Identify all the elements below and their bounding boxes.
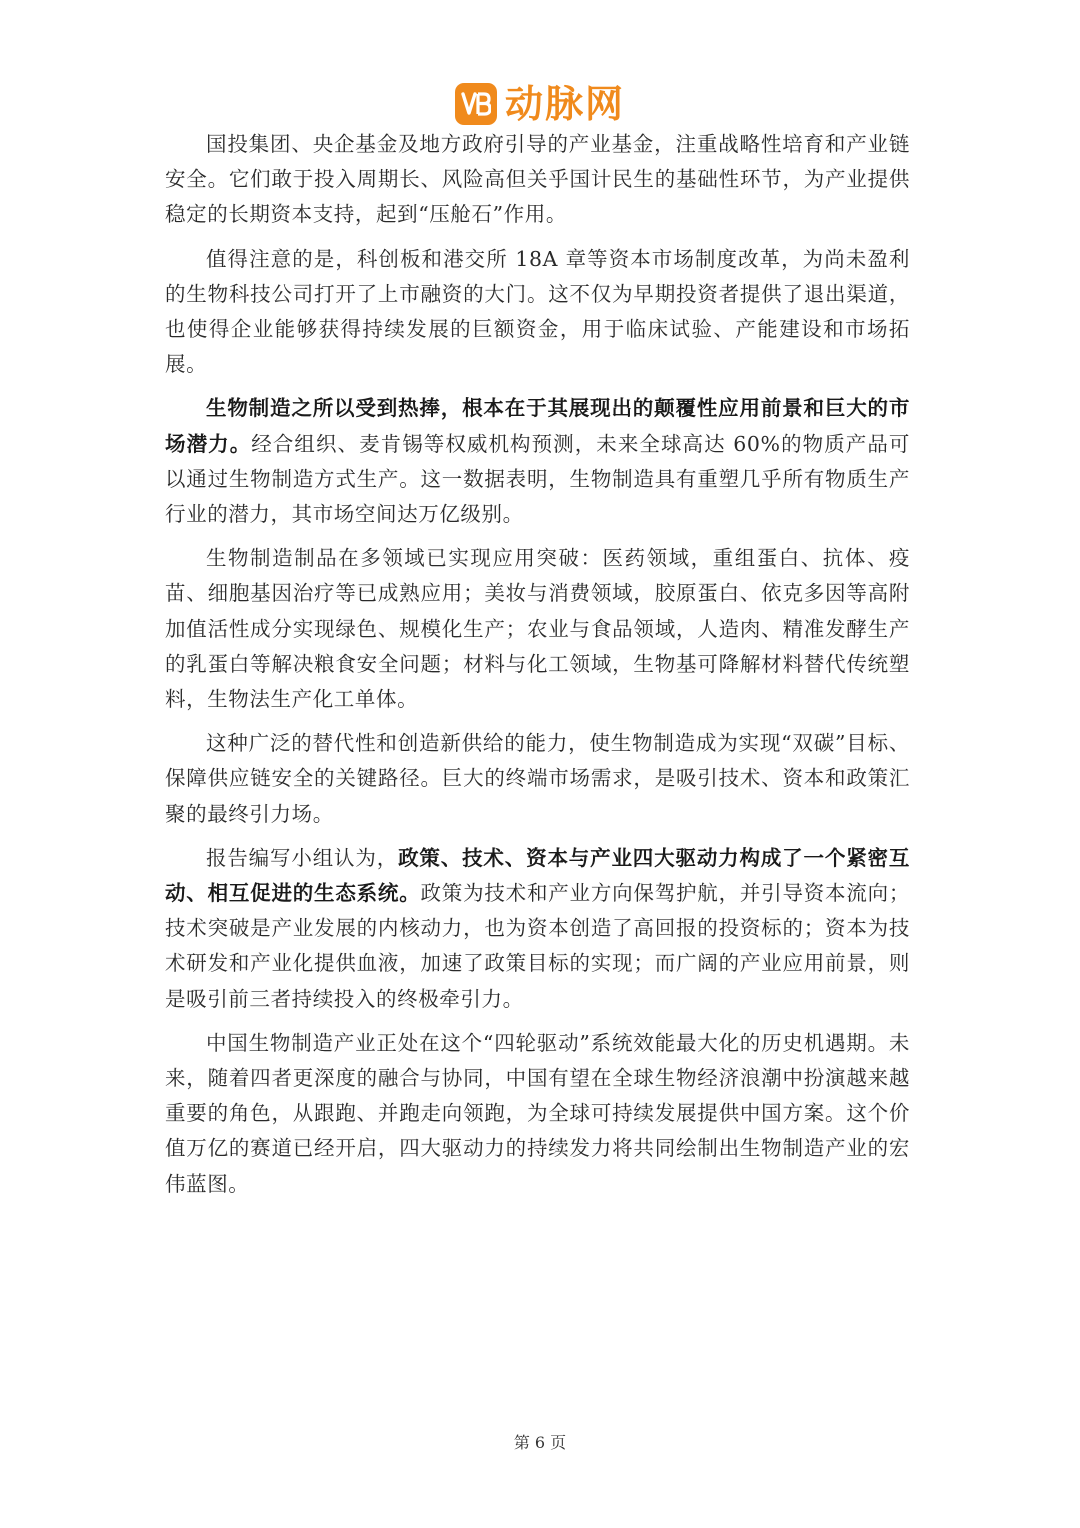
text-segment: 生物制造制品在多领域已实现应用突破：医药领域，重组蛋白、抗体、疫苗、细胞基因治疗等已成熟应用；美妆与消费领域，胶原蛋白、依克多因等高附加值活性成分实现绿色、规模化生产；农业与食品领域，人造肉、精准发酵生产的乳蛋白等解决粮食安全问题；材料与化工领域，生物基可降解材料替代传统塑料，生物法生产化工单体。	[165, 546, 910, 712]
page-number: 第 6 页	[513, 1433, 567, 1452]
bold-text: 政策、技术、资本与产业四大驱动力构成了一个紧密互动、相互促进的生态系统。	[165, 845, 910, 906]
paragraph	[165, 242, 910, 383]
bold-text: 生物制造之所以受到热捧，根本在于其展现出的颠覆性应用前景和巨大的市场潜力。	[165, 396, 910, 456]
logo-mark-icon	[455, 83, 497, 125]
brand-logo	[455, 83, 625, 125]
text-segment: 这种广泛的替代性和创造新供给的能力，使生物制造成为实现“双碳”目标、保障供应链安全的关键路径。巨大的终端市场需求，是吸引技术、资本和政策汇聚的最终引力场。	[165, 731, 910, 826]
paragraph	[165, 1026, 910, 1202]
paragraph	[165, 726, 910, 832]
paragraph	[165, 841, 910, 1017]
text-segment: 中国生物制造产业正处在这个“四轮驱动”系统效能最大化的历史机遇期。未来，随着四者更深度的融合与协同，中国有望在全球生物经济浪潮中扮演越来越重要的角色，从跟跑、并跑走向领跑，为全球可持续发展提供中国方案。这个价值万亿的赛道已经开启，四大驱动力的持续发力将共同绘制出生物制造产业的宏伟蓝图。	[165, 1030, 910, 1196]
document-body	[165, 127, 910, 1211]
text-segment: 报告编写小组认为，	[206, 845, 399, 870]
text-segment: 政策为技术和产业方向保驾护航，并引导资本流向；技术突破是产业发展的内核动力，也为资本创造了高回报的投资标的；资本为技术研发和产业化提供血液，加速了政策目标的实现；而广阔的产业应用前景，则是吸引前三者持续投入的终极牵引力。	[165, 881, 910, 1011]
paragraph	[165, 127, 910, 233]
text-segment: 国投集团、央企基金及地方政府引导的产业基金，注重战略性培育和产业链安全。它们敢于投入周期长、风险高但关乎国计民生的基础性环节，为产业提供稳定的长期资本支持，起到“压舱石”作用。	[165, 132, 910, 227]
logo-text: 动脉网	[504, 82, 625, 126]
text-segment: 经合组织、麦肯锡等权威机构预测，未来全球高达 60%的物质产品可以通过生物制造方式生产。这一数据表明，生物制造具有重塑几乎所有物质生产行业的潜力，其市场空间达万亿级别。	[165, 431, 911, 527]
page-header	[0, 78, 1080, 130]
text-segment: 值得注意的是，科创板和港交所 18A 章等资本市场制度改革，为尚未盈利的生物科技公司打开了上市融资的大门。这不仅为早期投资者提供了退出渠道，也使得企业能够获得持续发展的巨额资金，用于临床试验、产能建设和市场拓展。	[165, 246, 910, 377]
paragraph	[165, 541, 910, 717]
paragraph	[165, 391, 910, 532]
